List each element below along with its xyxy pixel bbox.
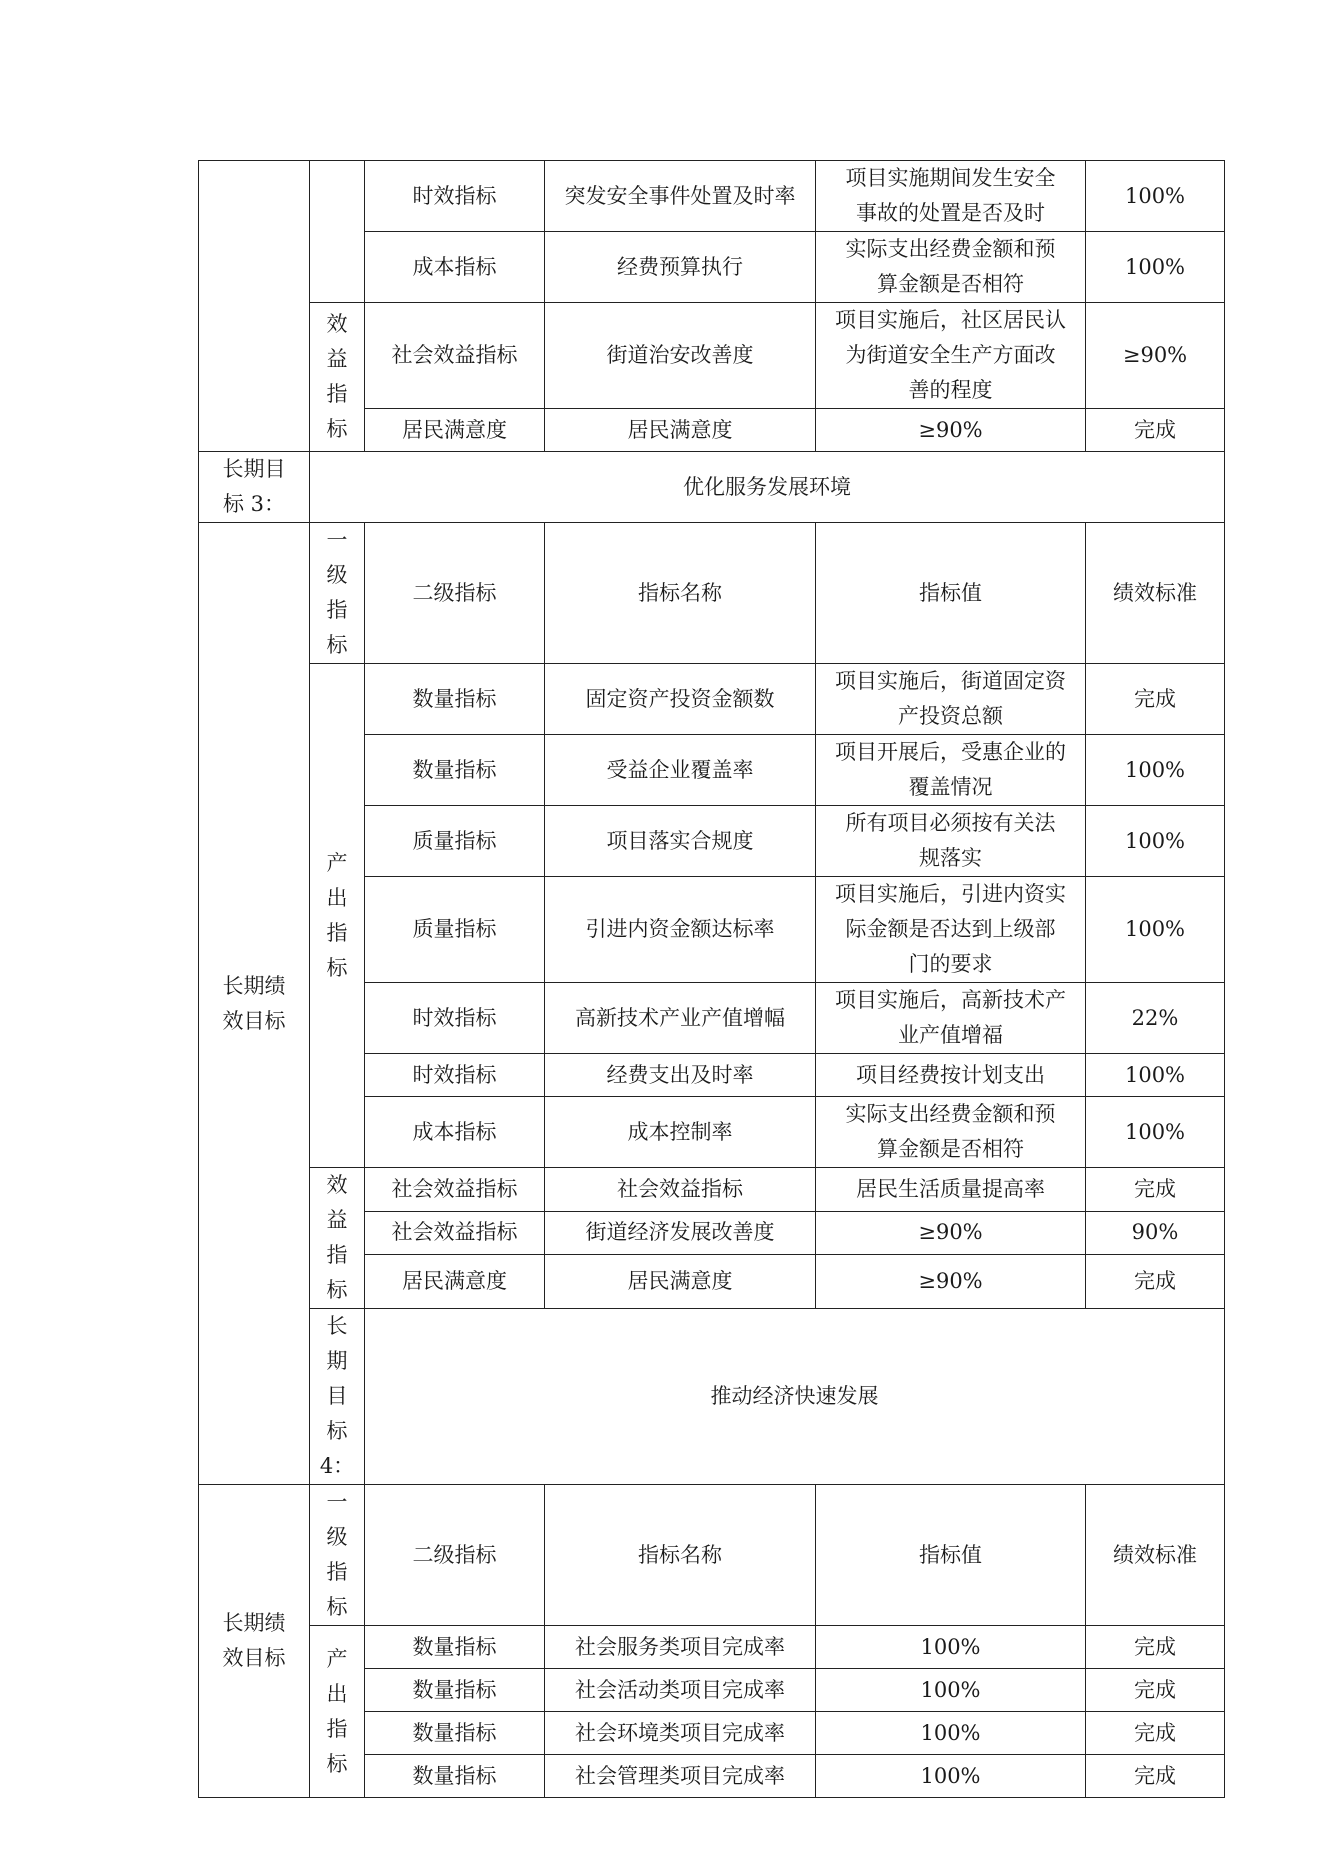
- indicator-value-cell: 项目实施后，街道固定资 产投资总额: [816, 664, 1086, 735]
- level1-cell: [310, 161, 365, 303]
- indicator-name-cell: 高新技术产业产值增幅: [545, 983, 816, 1054]
- standard-cell: 100%: [1086, 161, 1225, 232]
- standard-cell: ≥90%: [1086, 303, 1225, 409]
- indicator-name-cell: 街道经济发展改善度: [545, 1211, 816, 1255]
- level2-cell: 数量指标: [365, 1712, 545, 1755]
- indicator-name-cell: 社会管理类项目完成率: [545, 1755, 816, 1798]
- standard-cell: 100%: [1086, 232, 1225, 303]
- indicator-value-cell: 居民生活质量提高率: [816, 1168, 1086, 1212]
- standard-cell: 完成: [1086, 1755, 1225, 1798]
- standard-cell: 完成: [1086, 409, 1225, 452]
- output-indicator-label: 产 出 指 标: [310, 664, 365, 1168]
- standard-cell: 完成: [1086, 664, 1225, 735]
- level2-cell: 居民满意度: [365, 409, 545, 452]
- standard-cell: 100%: [1086, 806, 1225, 877]
- indicator-value-cell: 项目实施后，社区居民认 为街道安全生产方面改 善的程度: [816, 303, 1086, 409]
- standard-cell: 100%: [1086, 735, 1225, 806]
- standard-cell: 完成: [1086, 1255, 1225, 1309]
- benefit-indicator-label: 效 益 指 标: [310, 303, 365, 452]
- indicator-value-cell: ≥90%: [816, 409, 1086, 452]
- indicator-value-cell: 所有项目必须按有关法 规落实: [816, 806, 1086, 877]
- level1-header-cell: 一 级 指 标: [310, 523, 365, 664]
- standard-header-cell: 绩效标准: [1086, 523, 1225, 664]
- indicator-name-cell: 引进内资金额达标率: [545, 877, 816, 983]
- indicator-name-cell: 经费预算执行: [545, 232, 816, 303]
- benefit-indicator-label: 效 益 指 标: [310, 1168, 365, 1309]
- performance-indicator-table: [198, 160, 1225, 1798]
- level1-header-cell: 一 级 指 标: [310, 1485, 365, 1626]
- table-row: [199, 161, 1225, 232]
- level2-cell: 居民满意度: [365, 1255, 545, 1309]
- value-header-cell: 指标值: [816, 1485, 1086, 1626]
- level2-cell: 数量指标: [365, 1626, 545, 1669]
- table-row: [199, 303, 1225, 409]
- level2-cell: 数量指标: [365, 1755, 545, 1798]
- level2-header-cell: 二级指标: [365, 523, 545, 664]
- header-row: [199, 1485, 1225, 1626]
- level2-cell: 质量指标: [365, 877, 545, 983]
- indicator-value-cell: 项目实施后，高新技术产 业产值增福: [816, 983, 1086, 1054]
- indicator-value-cell: 项目经费按计划支出: [816, 1054, 1086, 1097]
- indicator-name-cell: 社会服务类项目完成率: [545, 1626, 816, 1669]
- indicator-value-cell: ≥90%: [816, 1255, 1086, 1309]
- indicator-value-cell: 100%: [816, 1755, 1086, 1798]
- standard-cell: 100%: [1086, 1097, 1225, 1168]
- indicator-value-cell: ≥90%: [816, 1211, 1086, 1255]
- value-header-cell: 指标值: [816, 523, 1086, 664]
- level2-cell: 数量指标: [365, 735, 545, 806]
- standard-cell: 22%: [1086, 983, 1225, 1054]
- indicator-name-cell: 社会活动类项目完成率: [545, 1669, 816, 1712]
- name-header-cell: 指标名称: [545, 523, 816, 664]
- level2-header-cell: 二级指标: [365, 1485, 545, 1626]
- goal-row: [199, 1309, 1225, 1485]
- table-row: [199, 1626, 1225, 1669]
- level2-cell: 数量指标: [365, 664, 545, 735]
- level2-cell: 社会效益指标: [365, 1168, 545, 1212]
- indicator-value-cell: 100%: [816, 1712, 1086, 1755]
- indicator-name-cell: 成本控制率: [545, 1097, 816, 1168]
- level2-cell: 时效指标: [365, 1054, 545, 1097]
- indicator-name-cell: 突发安全事件处置及时率: [545, 161, 816, 232]
- level2-cell: 成本指标: [365, 1097, 545, 1168]
- indicator-name-cell: 社会效益指标: [545, 1168, 816, 1212]
- indicator-value-cell: 项目开展后，受惠企业的 覆盖情况: [816, 735, 1086, 806]
- standard-cell: 完成: [1086, 1168, 1225, 1212]
- level2-cell: 数量指标: [365, 1669, 545, 1712]
- standard-cell: 完成: [1086, 1712, 1225, 1755]
- goal-row: [199, 452, 1225, 523]
- indicator-name-cell: 居民满意度: [545, 1255, 816, 1309]
- indicator-name-cell: 居民满意度: [545, 409, 816, 452]
- indicator-value-cell: 项目实施期间发生安全 事故的处置是否及时: [816, 161, 1086, 232]
- goal-text-cell: 推动经济快速发展: [365, 1309, 1225, 1485]
- standard-header-cell: 绩效标准: [1086, 1485, 1225, 1626]
- goal-text-cell: 优化服务发展环境: [310, 452, 1225, 523]
- level2-cell: 社会效益指标: [365, 1211, 545, 1255]
- goal-label-cell: 长期目 标 4：: [310, 1309, 365, 1485]
- indicator-value-cell: 实际支出经费金额和预 算金额是否相符: [816, 232, 1086, 303]
- section-label-cell: 长期绩 效目标: [199, 1485, 310, 1798]
- indicator-value-cell: 项目实施后，引进内资实 际金额是否达到上级部 门的要求: [816, 877, 1086, 983]
- indicator-name-cell: 社会环境类项目完成率: [545, 1712, 816, 1755]
- indicator-name-cell: 受益企业覆盖率: [545, 735, 816, 806]
- name-header-cell: 指标名称: [545, 1485, 816, 1626]
- section-label-cell: [199, 161, 310, 452]
- level2-cell: 时效指标: [365, 983, 545, 1054]
- indicator-name-cell: 经费支出及时率: [545, 1054, 816, 1097]
- indicator-name-cell: 固定资产投资金额数: [545, 664, 816, 735]
- header-row: [199, 523, 1225, 664]
- indicator-name-cell: 项目落实合规度: [545, 806, 816, 877]
- output-indicator-label: 产 出 指 标: [310, 1626, 365, 1798]
- standard-cell: 100%: [1086, 1054, 1225, 1097]
- indicator-name-cell: 街道治安改善度: [545, 303, 816, 409]
- level2-cell: 社会效益指标: [365, 303, 545, 409]
- level2-cell: 质量指标: [365, 806, 545, 877]
- section-label-cell: 长期绩 效目标: [199, 523, 310, 1485]
- indicator-value-cell: 实际支出经费金额和预 算金额是否相符: [816, 1097, 1086, 1168]
- indicator-value-cell: 100%: [816, 1669, 1086, 1712]
- table-row: [199, 664, 1225, 735]
- table-row: [199, 1168, 1225, 1212]
- standard-cell: 90%: [1086, 1211, 1225, 1255]
- indicator-value-cell: 100%: [816, 1626, 1086, 1669]
- level2-cell: 成本指标: [365, 232, 545, 303]
- goal-label-cell: 长期目 标 3：: [199, 452, 310, 523]
- standard-cell: 完成: [1086, 1669, 1225, 1712]
- standard-cell: 100%: [1086, 877, 1225, 983]
- level2-cell: 时效指标: [365, 161, 545, 232]
- standard-cell: 完成: [1086, 1626, 1225, 1669]
